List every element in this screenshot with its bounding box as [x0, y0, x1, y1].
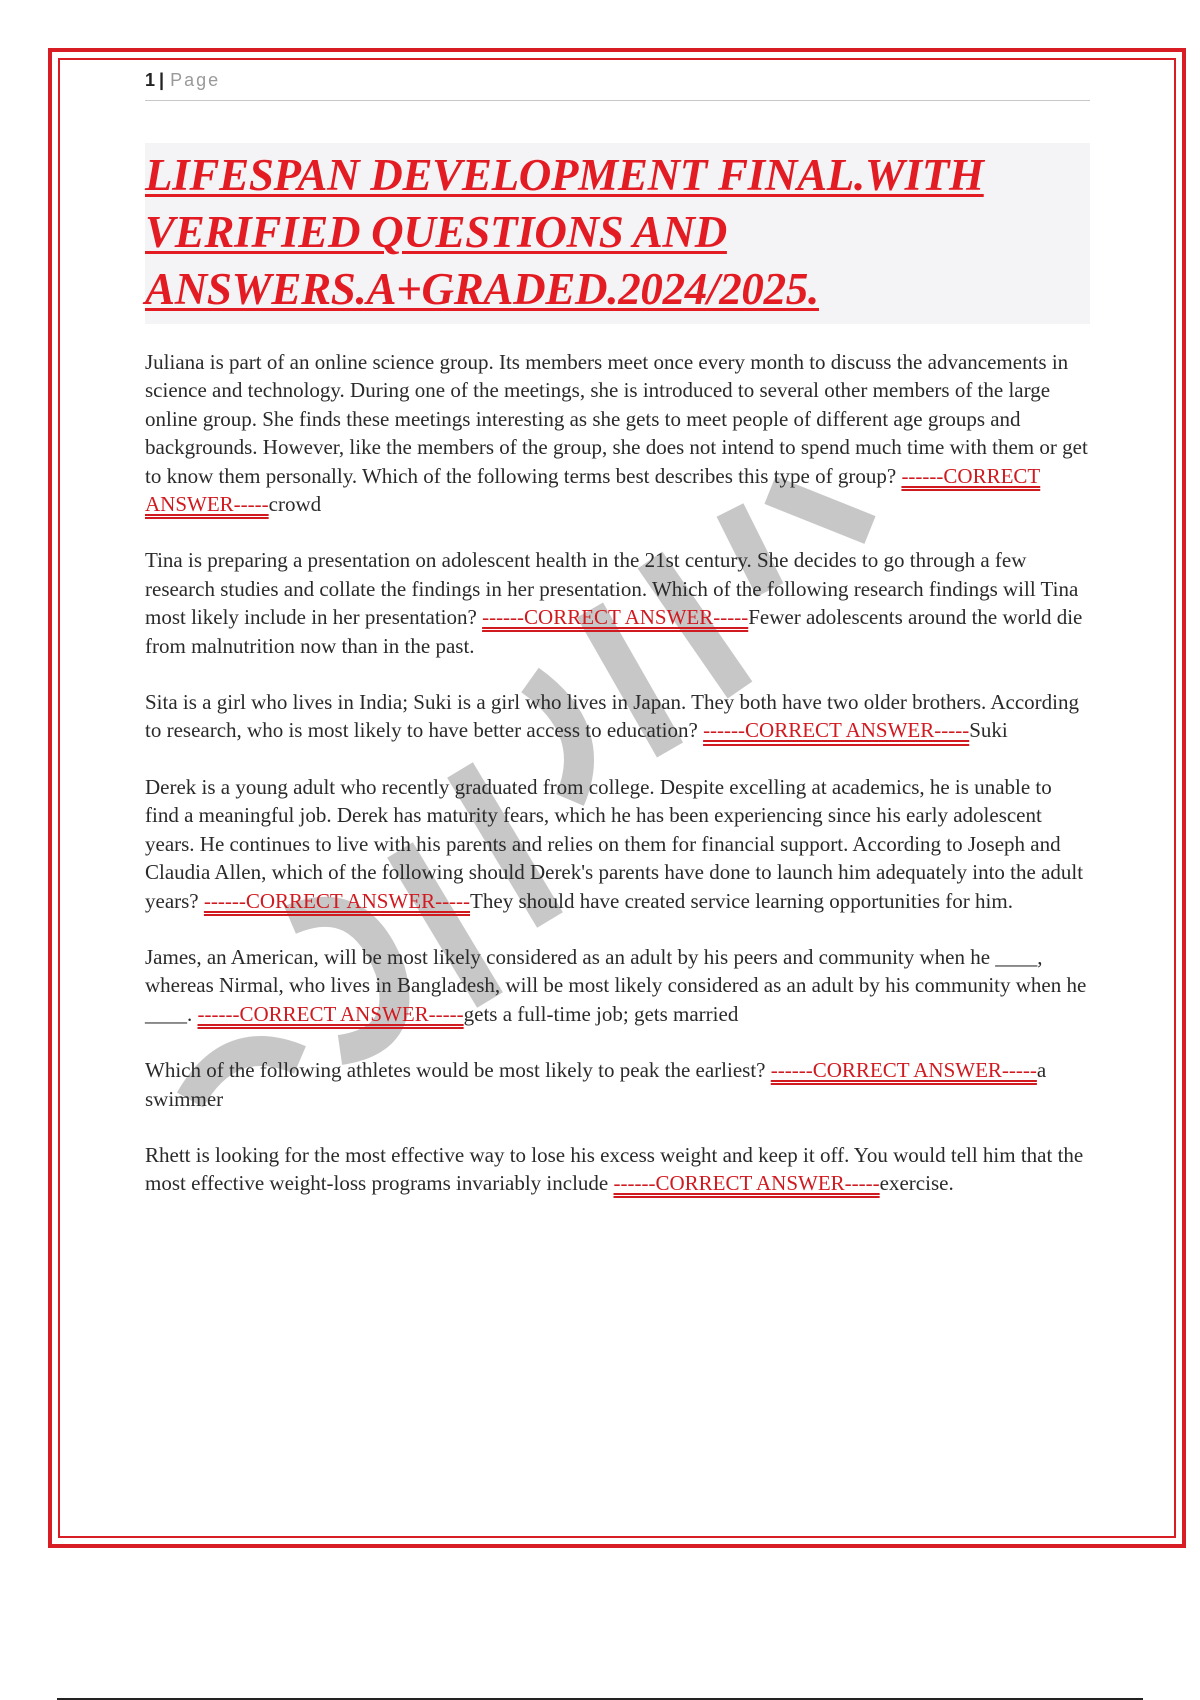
page-content	[145, 70, 1090, 1226]
page-header	[145, 70, 1090, 101]
answer-text: They should have created service learning opportunities for him.	[470, 888, 1013, 913]
question-item	[145, 546, 1090, 660]
correct-answer-label: ------CORRECT ANSWER-----	[613, 1171, 880, 1196]
question-text: Tina is preparing a presentation on adolescent health in the 21st century. She decides to go through a few research studies and collate the findings in her presentation. Which of the following research findings will Tina most likely include in her presentation?	[145, 548, 1079, 630]
answer-text: a swimmer	[145, 1058, 1047, 1111]
question-item	[145, 773, 1090, 915]
correct-answer-label: ------CORRECT ANSWER-----	[145, 463, 1041, 517]
question-text: Juliana is part of an online science group. Its members meet once every month to discuss the advancements in science and technology. During one of the meetings, she is introduced to several other members of the large online group. She finds these meetings interesting as she gets to meet people of different age groups and backgrounds. However, like the members of the group, she does not intend to spend much time with them or get to know them personally. Which of the following terms best describes this type of group?	[145, 350, 1088, 488]
question-text: James, an American, will be most likely considered as an adult by his peers and community when he ____, whereas Nirmal, who lives in Bangladesh, will be most likely considered as an adult by his community when he ____.	[145, 944, 1087, 1026]
page-number: 1	[145, 70, 156, 90]
correct-answer-label: ------CORRECT ANSWER-----	[197, 1001, 464, 1026]
answer-text: crowd	[268, 492, 322, 517]
question-item	[145, 943, 1090, 1028]
question-item	[145, 688, 1090, 745]
page-label: Page	[170, 70, 221, 90]
question-item	[145, 1056, 1090, 1113]
correct-answer-label: ------CORRECT ANSWER-----	[770, 1058, 1037, 1083]
answer-text: gets a full-time job; gets married	[463, 1001, 739, 1026]
question-item	[145, 348, 1090, 518]
correct-answer-label: ------CORRECT ANSWER-----	[482, 605, 749, 630]
answer-text: Fewer adolescents around the world die from malnutrition now than in the past.	[145, 605, 1083, 658]
question-item	[145, 1141, 1090, 1198]
correct-answer-label: ------CORRECT ANSWER-----	[703, 718, 970, 743]
question-text: Rhett is looking for the most effective way to lose his excess weight and keep it off. You would tell him that the most effective weight-loss programs invariably include	[145, 1142, 1084, 1196]
correct-answer-label: ------CORRECT ANSWER-----	[203, 888, 471, 913]
page-separator: |	[159, 70, 165, 90]
question-text: Derek is a young adult who recently graduated from college. Despite excelling at academics, he is unable to find a meaningful job. Derek has maturity fears, which he has been experiencing since his early adolescent years. He continues to live with his parents and relies on them for financial support. According to Joseph and Claudia Allen, which of the following should Derek's parents have done to launch him adequately into the adult years?	[145, 774, 1084, 913]
answer-text: exercise.	[879, 1171, 954, 1196]
title-box	[145, 143, 1090, 324]
question-list	[145, 348, 1090, 1198]
document-title: LIFESPAN DEVELOPMENT FINAL.WITH VERIFIED QUESTIONS AND ANSWERS.A+GRADED.2024/2025.	[145, 150, 984, 314]
question-text: Which of the following athletes would be most likely to peak the earliest?	[145, 1058, 766, 1083]
answer-text: Suki	[969, 718, 1008, 743]
question-text: Sita is a girl who lives in India; Suki is a girl who lives in Japan. They both have two older brothers. According to research, who is most likely to have better access to education?	[145, 690, 1079, 743]
